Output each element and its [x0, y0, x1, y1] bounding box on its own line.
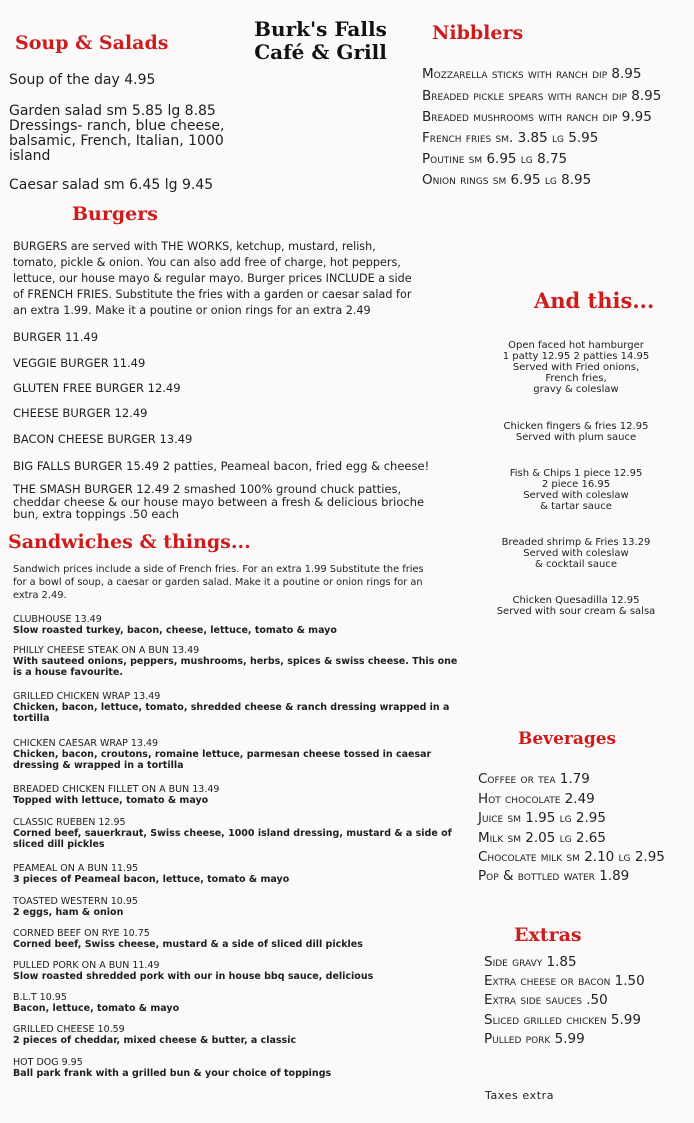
sandwich-item [13, 928, 363, 950]
sandwich-name: PULLED PORK ON A BUN 11.49 [13, 960, 160, 971]
taxes-note: Taxes extra [485, 1089, 555, 1102]
sandwich-name: BREADED CHICKEN FILLET ON A BUN 13.49 [13, 784, 220, 795]
sandwich-name: CORNED BEEF ON RYE 10.75 [13, 928, 150, 939]
burger-item: CHEESE BURGER 12.49 [13, 406, 148, 420]
nibbler-item: Onion rings sm 6.95 lg 8.95 [422, 172, 592, 188]
extra-item: Extra cheese or bacon 1.50 [484, 973, 645, 989]
beverage-item: Milk sm 2.05 lg 2.65 [478, 830, 606, 846]
sandwich-item [13, 691, 449, 724]
sandwich-name: GRILLED CHICKEN WRAP 13.49 [13, 691, 161, 702]
beverage-item: Chocolate milk sm 2.10 lg 2.95 [478, 849, 665, 865]
sandwich-item [13, 738, 431, 771]
nibbler-item: Mozzarella sticks with ranch dip 8.95 [422, 66, 642, 82]
beverage-item: Coffee or tea 1.79 [478, 771, 590, 787]
restaurant-name [248, 18, 393, 64]
sandwich-item [13, 614, 337, 636]
nibblers-heading: Nibblers [432, 22, 524, 44]
burgers-heading: Burgers [72, 203, 158, 225]
sandwich-item [13, 1057, 331, 1079]
and-this-item: Chicken Quesadilla 12.95 Served with sour cream & salsa [496, 595, 656, 617]
burger-item: THE SMASH BURGER 12.49 2 smashed 100% ground chuck patties, cheddar cheese & our house mayo between a fresh & delicious brioche bun, extra toppings .50 each [13, 482, 425, 521]
sandwich-name: CLUBHOUSE 13.49 [13, 614, 102, 625]
sandwich-item [13, 992, 179, 1014]
and-this-heading: And this... [534, 288, 655, 313]
sandwich-desc: Bacon, lettuce, tomato & mayo [13, 1003, 180, 1014]
sandwich-name: CLASSIC RUEBEN 12.95 [13, 817, 126, 828]
restaurant-name-line2: Café & Grill [254, 40, 387, 64]
burger-item: GLUTEN FREE BURGER 12.49 [13, 381, 181, 395]
burgers-intro: BURGERS are served with THE WORKS, ketchup, mustard, relish, tomato, pickle & onion. You can also add free of charge, hot peppers, lettuce, our house mayo & regular mayo. Burger prices INCLUDE a side of FRENCH FRIES. Substitute the fries with a garden or caesar salad for an extra 1.99. Make it a poutine or onion rings for an extra 2.49 [13, 240, 412, 317]
nibbler-item: Breaded mushrooms with ranch dip 9.95 [422, 109, 652, 125]
beverage-item: Pop & bottled water 1.89 [478, 868, 630, 884]
soup-salads-heading: Soup & Salads [15, 32, 169, 54]
sandwich-desc: Slow roasted turkey, bacon, cheese, lettuce, tomato & mayo [13, 625, 337, 636]
sandwich-item [13, 960, 373, 982]
and-this-item: Open faced hot hamburger 1 patty 12.95 2 patties 14.95 Served with Fried onions, French fries, gravy & coleslaw [502, 340, 650, 395]
and-this-item: Fish & Chips 1 piece 12.95 2 piece 16.95 Served with coleslaw & tartar sauce [509, 468, 643, 512]
burger-item: BURGER 11.49 [13, 330, 99, 344]
sandwich-desc: Corned beef, sauerkraut, Swiss cheese, 1000 island dressing, mustard & a side of sliced dill pickles [13, 828, 452, 850]
beverage-item: Juice sm 1.95 lg 2.95 [478, 810, 606, 826]
extras-heading: Extras [514, 924, 582, 946]
sandwich-name: TOASTED WESTERN 10.95 [13, 896, 138, 907]
soup-item: Soup of the day 4.95 [9, 72, 156, 88]
sandwiches-intro: Sandwich prices include a side of French fries. For an extra 1.99 Substitute the fries for a bowl of soup, a caesar or garden salad. Make it a poutine or onion rings for an extra 2.49. [13, 564, 424, 601]
sandwich-item [13, 896, 138, 918]
sandwich-item [13, 1024, 296, 1046]
garden-salad-item: Garden salad sm 5.85 lg 8.85 Dressings- ranch, blue cheese, balsamic, French, Italian, 1000 island [9, 103, 225, 164]
sandwich-desc: Topped with lettuce, tomato & mayo [13, 795, 209, 806]
sandwich-name: PEAMEAL ON A BUN 11.95 [13, 863, 139, 874]
sandwich-name: CHICKEN CAESAR WRAP 13.49 [13, 738, 159, 749]
sandwich-desc: Chicken, bacon, croutons, romaine lettuce, parmesan cheese tossed in caesar dressing & wrapped in a tortilla [13, 749, 432, 771]
beverage-item: Hot chocolate 2.49 [478, 791, 595, 807]
sandwich-name: HOT DOG 9.95 [13, 1057, 83, 1068]
burger-item: VEGGIE BURGER 11.49 [13, 356, 146, 370]
extra-item: Extra side sauces .50 [484, 992, 608, 1008]
sandwich-name: GRILLED CHEESE 10.59 [13, 1024, 125, 1035]
extra-item: Side gravy 1.85 [484, 954, 577, 970]
sandwich-desc: Corned beef, Swiss cheese, mustard & a side of sliced dill pickles [13, 939, 363, 950]
sandwich-desc: With sauteed onions, peppers, mushrooms, herbs, spices & swiss cheese. This one is a house favourite. [13, 656, 458, 678]
sandwich-desc: Chicken, bacon, lettuce, tomato, shredded cheese & ranch dressing wrapped in a tortilla [13, 702, 450, 724]
sandwich-desc: Ball park frank with a grilled bun & your choice of toppings [13, 1068, 332, 1079]
sandwich-desc: 3 pieces of Peameal bacon, lettuce, tomato & mayo [13, 874, 290, 885]
and-this-item: Breaded shrimp & Fries 13.29 Served with coleslaw & cocktail sauce [501, 537, 651, 570]
caesar-salad-item: Caesar salad sm 6.45 lg 9.45 [9, 177, 214, 193]
sandwich-desc: 2 eggs, ham & onion [13, 907, 124, 918]
burger-item: BIG FALLS BURGER 15.49 2 patties, Peameal bacon, fried egg & cheese! [13, 459, 430, 473]
sandwich-name: B.L.T 10.95 [13, 992, 67, 1003]
burger-item: BACON CHEESE BURGER 13.49 [13, 432, 193, 446]
sandwich-item [13, 817, 452, 850]
restaurant-name-line1: Burk's Falls [254, 17, 387, 41]
sandwich-desc: 2 pieces of cheddar, mixed cheese & butter, a classic [13, 1035, 297, 1046]
nibbler-item: Poutine sm 6.95 lg 8.75 [422, 151, 568, 167]
sandwich-item [13, 784, 219, 806]
nibbler-item: French fries sm. 3.85 lg 5.95 [422, 130, 599, 146]
sandwich-item [13, 863, 289, 885]
sandwich-name: PHILLY CHEESE STEAK ON A BUN 13.49 [13, 645, 200, 656]
sandwich-desc: Slow roasted shredded pork with our in house bbq sauce, delicious [13, 971, 374, 982]
and-this-item: Chicken fingers & fries 12.95 Served with plum sauce [503, 421, 649, 443]
nibbler-item: Breaded pickle spears with ranch dip 8.95 [422, 88, 662, 104]
beverages-heading: Beverages [518, 729, 617, 749]
extra-item: Pulled pork 5.99 [484, 1031, 585, 1047]
extra-item: Sliced grilled chicken 5.99 [484, 1012, 641, 1028]
sandwiches-heading: Sandwiches & things... [8, 531, 251, 553]
sandwich-item [13, 645, 457, 678]
